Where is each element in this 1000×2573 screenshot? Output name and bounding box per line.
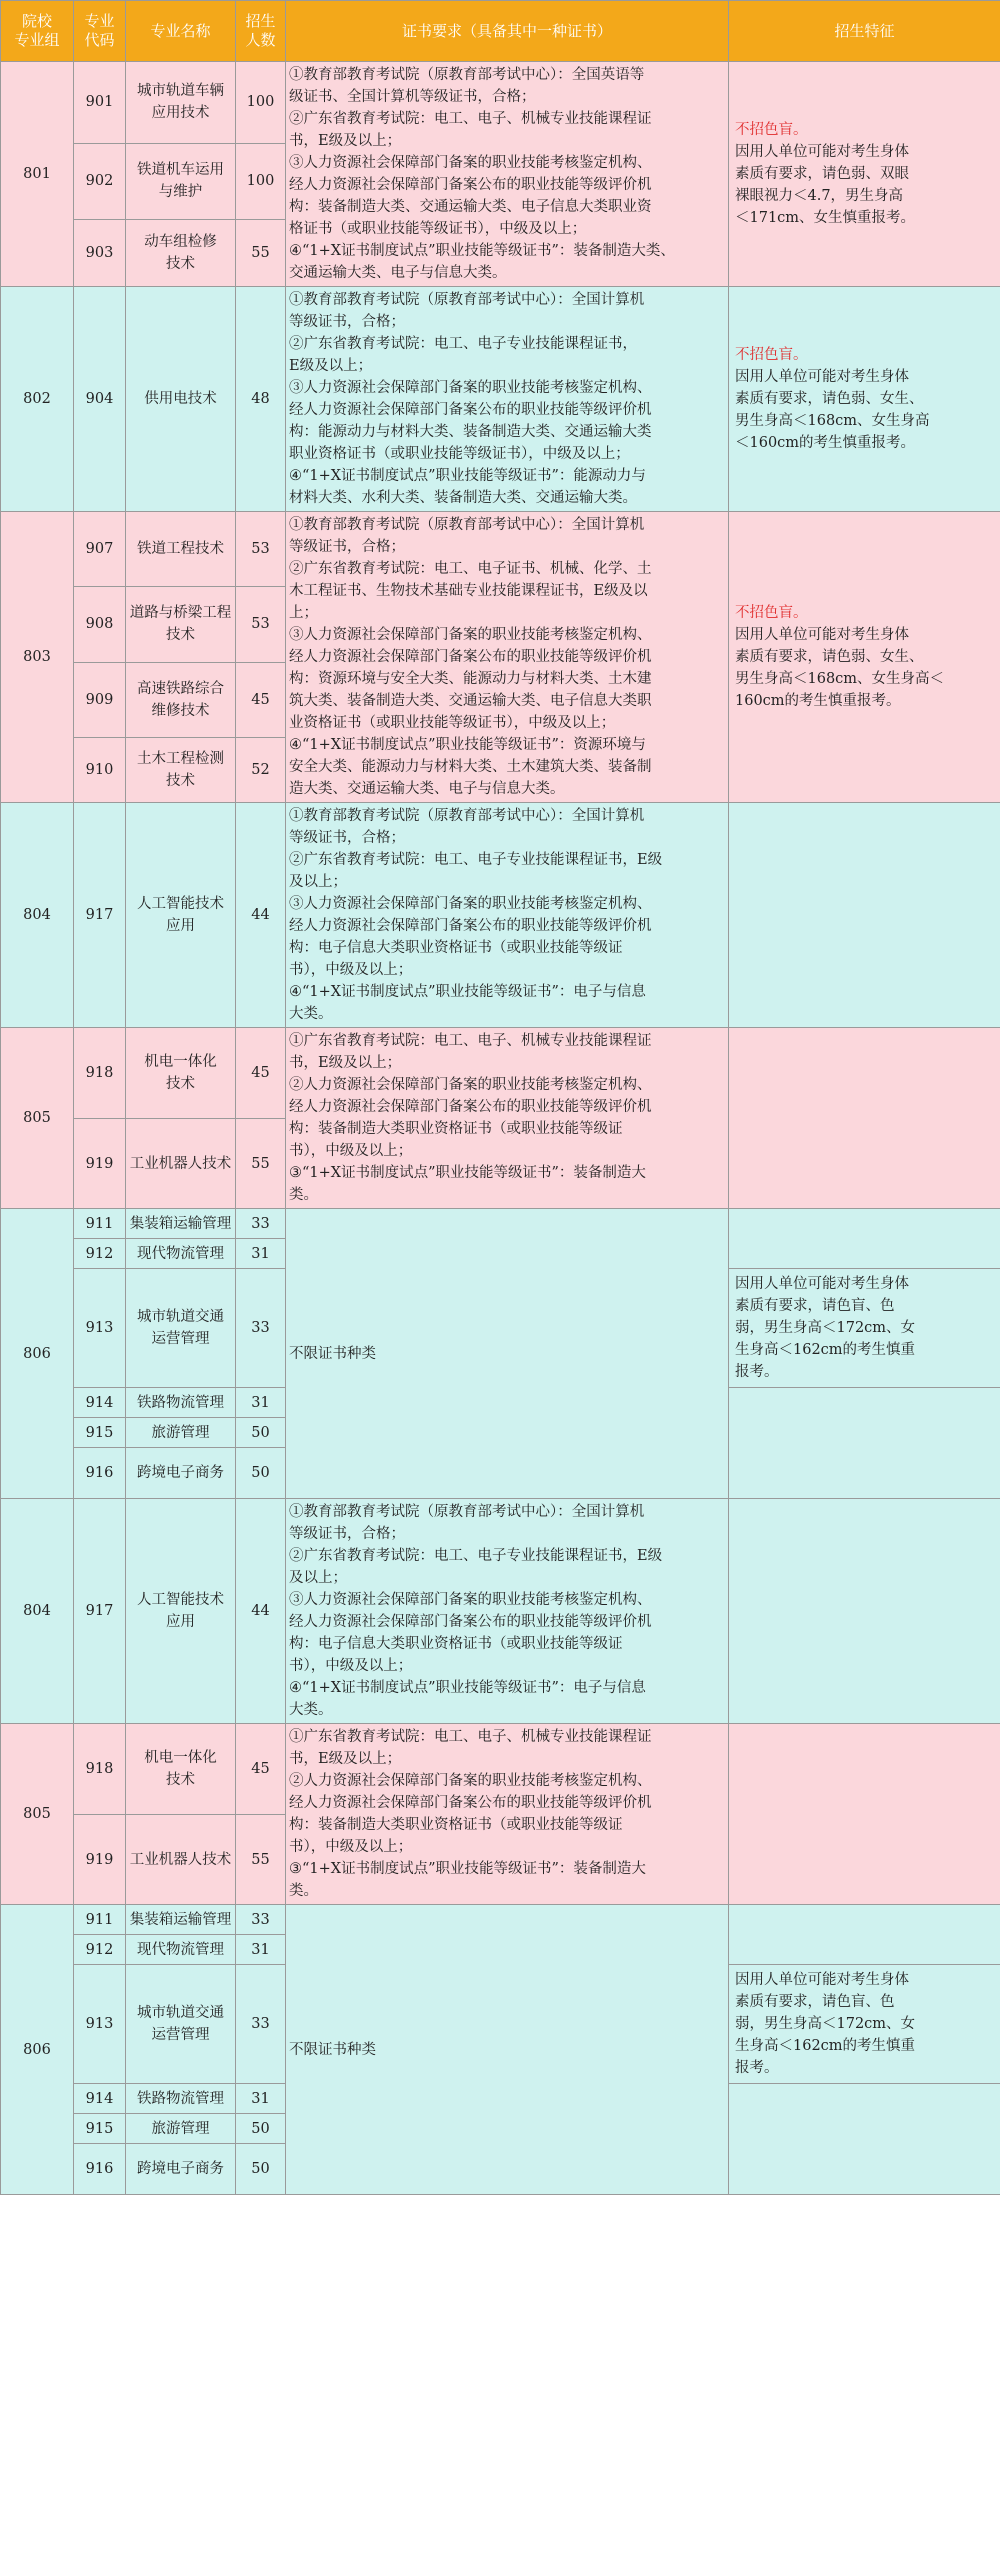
cert-requirements <box>286 803 729 1028</box>
text-line: 等级证书，合格； <box>289 1526 405 1542</box>
major-quota: 44 <box>236 1499 286 1724</box>
header-code: 专业 代码 <box>74 1 126 62</box>
enrollment-feature <box>729 803 1000 1028</box>
text-line: ①广东省教育考试院：电工、电子、机械专业技能课程证 <box>289 1033 652 1049</box>
text-line: 因用人单位可能对考生身体 <box>735 144 909 160</box>
text-line: ＜171cm、女生慎重报考。 <box>735 210 916 226</box>
enrollment-feature <box>729 1499 1000 1724</box>
text-line: 报考。 <box>735 1364 779 1380</box>
cert-requirements <box>286 512 729 803</box>
major-name: 供用电技术 <box>126 287 236 512</box>
group-cell: 804 <box>1 1499 74 1724</box>
text-line: 生身高＜162cm的考生慎重 <box>735 1342 916 1358</box>
text-line: 类。 <box>289 1187 318 1203</box>
cert-requirements <box>286 1499 729 1724</box>
text-line: 素质有要求，请色弱、女生、 <box>735 649 924 665</box>
text-line: 弱，男生身高＜172cm、女 <box>735 1320 916 1336</box>
major-quota: 100 <box>236 143 286 219</box>
text-line: 职业资格证书（或职业技能等级证书），中级及以上； <box>289 446 630 462</box>
major-code: 918 <box>74 1028 126 1119</box>
text-line: ③“1+X证书制度试点”职业技能等级证书”：装备制造大 <box>289 1861 646 1877</box>
major-quota: 44 <box>236 803 286 1028</box>
major-name: 铁道机车运用 与维护 <box>126 143 236 219</box>
table-row <box>1 1724 1000 1815</box>
text-line: 男生身高＜168cm、女生身高＜ <box>735 671 945 687</box>
text-line: 生身高＜162cm的考生慎重 <box>735 2038 916 2054</box>
text-line: 素质有要求，请色盲、色 <box>735 1298 895 1314</box>
major-quota: 50 <box>236 1418 286 1448</box>
text-line: ①教育部教育考试院（原教育部考试中心）：全国计算机 <box>289 292 645 308</box>
text-line: 裸眼视力＜4.7，男生身高 <box>735 188 904 204</box>
text-line: ④“1+X证书制度试点”职业技能等级证书”：资源环境与 <box>289 737 646 753</box>
table-row <box>1 803 1000 1028</box>
header-feature: 招生特征 <box>729 1 1000 62</box>
major-code: 915 <box>74 1418 126 1448</box>
text-line: 报考。 <box>735 2060 779 2076</box>
text-line: ②广东省教育考试院：电工、电子、机械专业技能课程证 <box>289 111 652 127</box>
major-quota: 50 <box>236 1448 286 1499</box>
table-row <box>1 62 1000 144</box>
major-code: 912 <box>74 1935 126 1965</box>
major-quota: 50 <box>236 2144 286 2195</box>
text-line: 不限证书种类 <box>289 2041 376 2058</box>
text-line: ④“1+X证书制度试点”职业技能等级证书”：电子与信息 <box>289 984 646 1000</box>
major-name: 人工智能技术 应用 <box>126 803 236 1028</box>
text-line: 160cm的考生慎重报考。 <box>735 693 901 709</box>
major-quota: 50 <box>236 2114 286 2144</box>
text-line: ②广东省教育考试院：电工、电子专业技能课程证书，E级 <box>289 1548 663 1564</box>
text-line: 构：电子信息大类职业资格证书（或职业技能等级证 <box>289 940 623 956</box>
major-code: 915 <box>74 2114 126 2144</box>
major-name: 现代物流管理 <box>126 1239 236 1269</box>
text-line: 素质有要求，请色盲、色 <box>735 1994 895 2010</box>
text-line: 木工程证书、生物技术基础专业技能课程证书，E级及以 <box>289 583 648 599</box>
major-name: 城市轨道交通 运营管理 <box>126 1269 236 1388</box>
major-code: 913 <box>74 1965 126 2084</box>
major-name: 动车组检修 技术 <box>126 219 236 286</box>
text-line: 书），中级及以上； <box>289 962 413 978</box>
text-line: 构：装备制造大类职业资格证书（或职业技能等级证 <box>289 1817 623 1833</box>
text-line: ②人力资源社会保障部门备案的职业技能考核鉴定机构、 <box>289 1773 652 1789</box>
major-name: 工业机器人技术 <box>126 1815 236 1905</box>
feature-empty <box>729 2084 1000 2195</box>
table-row <box>1 1499 1000 1724</box>
text-line: 构：能源动力与材料大类、装备制造大类、交通运输大类 <box>289 424 652 440</box>
text-line: 素质有要求，请色弱、双眼 <box>735 166 909 182</box>
text-line: 构：资源环境与安全大类、能源动力与材料大类、土木建 <box>289 671 652 687</box>
enrollment-feature <box>729 1724 1000 1905</box>
major-name: 工业机器人技术 <box>126 1119 236 1209</box>
table-row <box>1 1028 1000 1119</box>
text-line: 大类。 <box>289 1006 333 1022</box>
major-code: 904 <box>74 287 126 512</box>
text-line: 大类。 <box>289 1702 333 1718</box>
text-line: 级证书、全国计算机等级证书，合格； <box>289 89 536 105</box>
text-line: ②广东省教育考试院：电工、电子证书、机械、化学、土 <box>289 561 652 577</box>
major-quota: 45 <box>236 1028 286 1119</box>
feature-empty <box>729 1905 1000 1965</box>
major-code: 911 <box>74 1905 126 1935</box>
major-quota: 33 <box>236 1905 286 1935</box>
major-name: 跨境电子商务 <box>126 2144 236 2195</box>
major-name: 旅游管理 <box>126 1418 236 1448</box>
text-line: 书），中级及以上； <box>289 1143 413 1159</box>
major-quota: 33 <box>236 1269 286 1388</box>
text-line: 构：装备制造大类职业资格证书（或职业技能等级证 <box>289 1121 623 1137</box>
text-line: ②广东省教育考试院：电工、电子专业技能课程证书，E级 <box>289 852 663 868</box>
header-group: 院校 专业组 <box>1 1 74 62</box>
major-code: 917 <box>74 1499 126 1724</box>
text-line: 素质有要求，请色弱、女生、 <box>735 391 924 407</box>
major-quota: 48 <box>236 287 286 512</box>
enrollment-feature <box>729 512 1000 803</box>
text-line: ③人力资源社会保障部门备案的职业技能考核鉴定机构、 <box>289 1592 652 1608</box>
group-cell: 802 <box>1 287 74 512</box>
text-line: 格证书（或职业技能等级证书），中级及以上； <box>289 221 587 237</box>
text-line: ＜160cm的考生慎重报考。 <box>735 435 916 451</box>
major-code: 901 <box>74 62 126 144</box>
text-line: 经人力资源社会保障部门备案公布的职业技能等级评价机 <box>289 1099 652 1115</box>
major-quota: 33 <box>236 1209 286 1239</box>
text-line: 经人力资源社会保障部门备案公布的职业技能等级评价机 <box>289 1614 652 1630</box>
text-line: ①教育部教育考试院（原教育部考试中心）：全国计算机 <box>289 808 645 824</box>
text-line: ④“1+X证书制度试点”职业技能等级证书”：电子与信息 <box>289 1680 646 1696</box>
group-cell: 804 <box>1 803 74 1028</box>
text-line: 经人力资源社会保障部门备案公布的职业技能等级评价机 <box>289 918 652 934</box>
major-name: 跨境电子商务 <box>126 1448 236 1499</box>
enrollment-feature <box>729 1965 1000 2084</box>
text-line: ④“1+X证书制度试点”职业技能等级证书”：装备制造大类、 <box>289 243 675 259</box>
major-code: 917 <box>74 803 126 1028</box>
table-row <box>1 287 1000 512</box>
cert-requirements <box>286 1724 729 1905</box>
major-code: 902 <box>74 143 126 219</box>
cert-requirements <box>286 1209 729 1499</box>
major-quota: 33 <box>236 1965 286 2084</box>
major-code: 914 <box>74 2084 126 2114</box>
text-line: 等级证书，合格； <box>289 830 405 846</box>
text-line: 男生身高＜168cm、女生身高 <box>735 413 930 429</box>
text-line: 书），中级及以上； <box>289 1839 413 1855</box>
text-line: ④“1+X证书制度试点”职业技能等级证书”：能源动力与 <box>289 468 646 484</box>
cert-requirements <box>286 1905 729 2195</box>
major-name: 城市轨道交通 运营管理 <box>126 1965 236 2084</box>
major-quota: 55 <box>236 1119 286 1209</box>
text-line: ③人力资源社会保障部门备案的职业技能考核鉴定机构、 <box>289 155 652 171</box>
major-quota: 31 <box>236 1388 286 1418</box>
major-quota: 53 <box>236 586 286 662</box>
text-line: ③人力资源社会保障部门备案的职业技能考核鉴定机构、 <box>289 627 652 643</box>
text-line: 经人力资源社会保障部门备案公布的职业技能等级评价机 <box>289 177 652 193</box>
text-line: ①教育部教育考试院（原教育部考试中心）：全国计算机 <box>289 1504 645 1520</box>
major-quota: 31 <box>236 1935 286 1965</box>
text-line: ③人力资源社会保障部门备案的职业技能考核鉴定机构、 <box>289 380 652 396</box>
table-row <box>1 1905 1000 1935</box>
text-line: ②人力资源社会保障部门备案的职业技能考核鉴定机构、 <box>289 1077 652 1093</box>
major-code: 916 <box>74 1448 126 1499</box>
major-quota: 53 <box>236 512 286 587</box>
major-code: 910 <box>74 738 126 803</box>
major-quota: 55 <box>236 1815 286 1905</box>
major-quota: 31 <box>236 2084 286 2114</box>
major-quota: 45 <box>236 662 286 738</box>
text-line: 不限证书种类 <box>289 1345 376 1362</box>
text-line: 经人力资源社会保障部门备案公布的职业技能等级评价机 <box>289 402 652 418</box>
text-line: 书），中级及以上； <box>289 1658 413 1674</box>
cert-requirements <box>286 287 729 512</box>
feature-warning: 不招色盲。 <box>735 122 808 138</box>
cert-requirements <box>286 62 729 287</box>
major-code: 907 <box>74 512 126 587</box>
major-name: 铁路物流管理 <box>126 1388 236 1418</box>
major-name: 铁路物流管理 <box>126 2084 236 2114</box>
enrollment-feature <box>729 62 1000 287</box>
text-line: 因用人单位可能对考生身体 <box>735 627 909 643</box>
text-line: 构：装备制造大类、交通运输大类、电子信息大类职业资 <box>289 199 652 215</box>
major-name: 机电一体化 技术 <box>126 1724 236 1815</box>
major-quota: 31 <box>236 1239 286 1269</box>
major-code: 919 <box>74 1119 126 1209</box>
text-line: 及以上； <box>289 1570 347 1586</box>
major-name: 现代物流管理 <box>126 1935 236 1965</box>
text-line: 安全大类、能源动力与材料大类、土木建筑大类、装备制 <box>289 759 652 775</box>
text-line: 类。 <box>289 1883 318 1899</box>
group-cell: 805 <box>1 1028 74 1209</box>
text-line: 因用人单位可能对考生身体 <box>735 369 909 385</box>
group-cell: 801 <box>1 62 74 287</box>
major-name: 旅游管理 <box>126 2114 236 2144</box>
group-cell: 806 <box>1 1209 74 1499</box>
text-line: 因用人单位可能对考生身体 <box>735 1276 909 1292</box>
group-cell: 806 <box>1 1905 74 2195</box>
feature-empty <box>729 1209 1000 1269</box>
text-line: 书，E级及以上； <box>289 133 402 149</box>
enrollment-feature <box>729 1269 1000 1388</box>
text-line: ①广东省教育考试院：电工、电子、机械专业技能课程证 <box>289 1729 652 1745</box>
text-line: ①教育部教育考试院（原教育部考试中心）：全国计算机 <box>289 517 645 533</box>
major-code: 918 <box>74 1724 126 1815</box>
cert-requirements <box>286 1028 729 1209</box>
text-line: ③“1+X证书制度试点”职业技能等级证书”：装备制造大 <box>289 1165 646 1181</box>
text-line: ③人力资源社会保障部门备案的职业技能考核鉴定机构、 <box>289 896 652 912</box>
major-code: 914 <box>74 1388 126 1418</box>
text-line: 书，E级及以上； <box>289 1751 402 1767</box>
major-name: 城市轨道车辆 应用技术 <box>126 62 236 144</box>
header-cert: 证书要求（具备其中一种证书） <box>286 1 729 62</box>
major-name: 铁道工程技术 <box>126 512 236 587</box>
table-body <box>1 62 1000 2195</box>
table-row <box>1 512 1000 587</box>
enrollment-feature <box>729 1028 1000 1209</box>
major-code: 909 <box>74 662 126 738</box>
text-line: 构：电子信息大类职业资格证书（或职业技能等级证 <box>289 1636 623 1652</box>
text-line: 筑大类、装备制造大类、交通运输大类、电子信息大类职 <box>289 693 652 709</box>
text-line: 经人力资源社会保障部门备案公布的职业技能等级评价机 <box>289 649 652 665</box>
feature-empty <box>729 1388 1000 1499</box>
major-quota: 52 <box>236 738 286 803</box>
text-line: 经人力资源社会保障部门备案公布的职业技能等级评价机 <box>289 1795 652 1811</box>
major-name: 道路与桥梁工程 技术 <box>126 586 236 662</box>
major-name: 集装箱运输管理 <box>126 1905 236 1935</box>
major-code: 919 <box>74 1815 126 1905</box>
major-quota: 100 <box>236 62 286 144</box>
feature-warning: 不招色盲。 <box>735 605 808 621</box>
text-line: ②广东省教育考试院：电工、电子专业技能课程证书， <box>289 336 637 352</box>
group-cell: 805 <box>1 1724 74 1905</box>
major-code: 913 <box>74 1269 126 1388</box>
header-name: 专业名称 <box>126 1 236 62</box>
text-line: 书，E级及以上； <box>289 1055 402 1071</box>
header-row <box>1 1 1000 62</box>
text-line: 等级证书，合格； <box>289 314 405 330</box>
major-code: 903 <box>74 219 126 286</box>
text-line: 因用人单位可能对考生身体 <box>735 1972 909 1988</box>
major-name: 高速铁路综合 维修技术 <box>126 662 236 738</box>
group-cell: 803 <box>1 512 74 803</box>
text-line: 及以上； <box>289 874 347 890</box>
text-line: ①教育部教育考试院（原教育部考试中心）：全国英语等 <box>289 67 645 83</box>
table-row <box>1 1209 1000 1239</box>
text-line: 交通运输大类、电子与信息大类。 <box>289 265 507 281</box>
major-quota: 55 <box>236 219 286 286</box>
major-name: 集装箱运输管理 <box>126 1209 236 1239</box>
major-quota: 45 <box>236 1724 286 1815</box>
text-line: E级及以上； <box>289 358 373 374</box>
major-name: 人工智能技术 应用 <box>126 1499 236 1724</box>
feature-warning: 不招色盲。 <box>735 347 808 363</box>
major-name: 机电一体化 技术 <box>126 1028 236 1119</box>
text-line: 材料大类、水利大类、装备制造大类、交通运输大类。 <box>289 490 637 506</box>
enrollment-feature <box>729 287 1000 512</box>
text-line: 弱，男生身高＜172cm、女 <box>735 2016 916 2032</box>
major-code: 912 <box>74 1239 126 1269</box>
text-line: 业资格证书（或职业技能等级证书），中级及以上； <box>289 715 616 731</box>
text-line: 上； <box>289 605 318 621</box>
major-code: 908 <box>74 586 126 662</box>
text-line: 等级证书，合格； <box>289 539 405 555</box>
major-name: 土木工程检测 技术 <box>126 738 236 803</box>
text-line: 造大类、交通运输大类、电子与信息大类。 <box>289 781 565 797</box>
major-code: 911 <box>74 1209 126 1239</box>
major-code: 916 <box>74 2144 126 2195</box>
header-quota: 招生 人数 <box>236 1 286 62</box>
